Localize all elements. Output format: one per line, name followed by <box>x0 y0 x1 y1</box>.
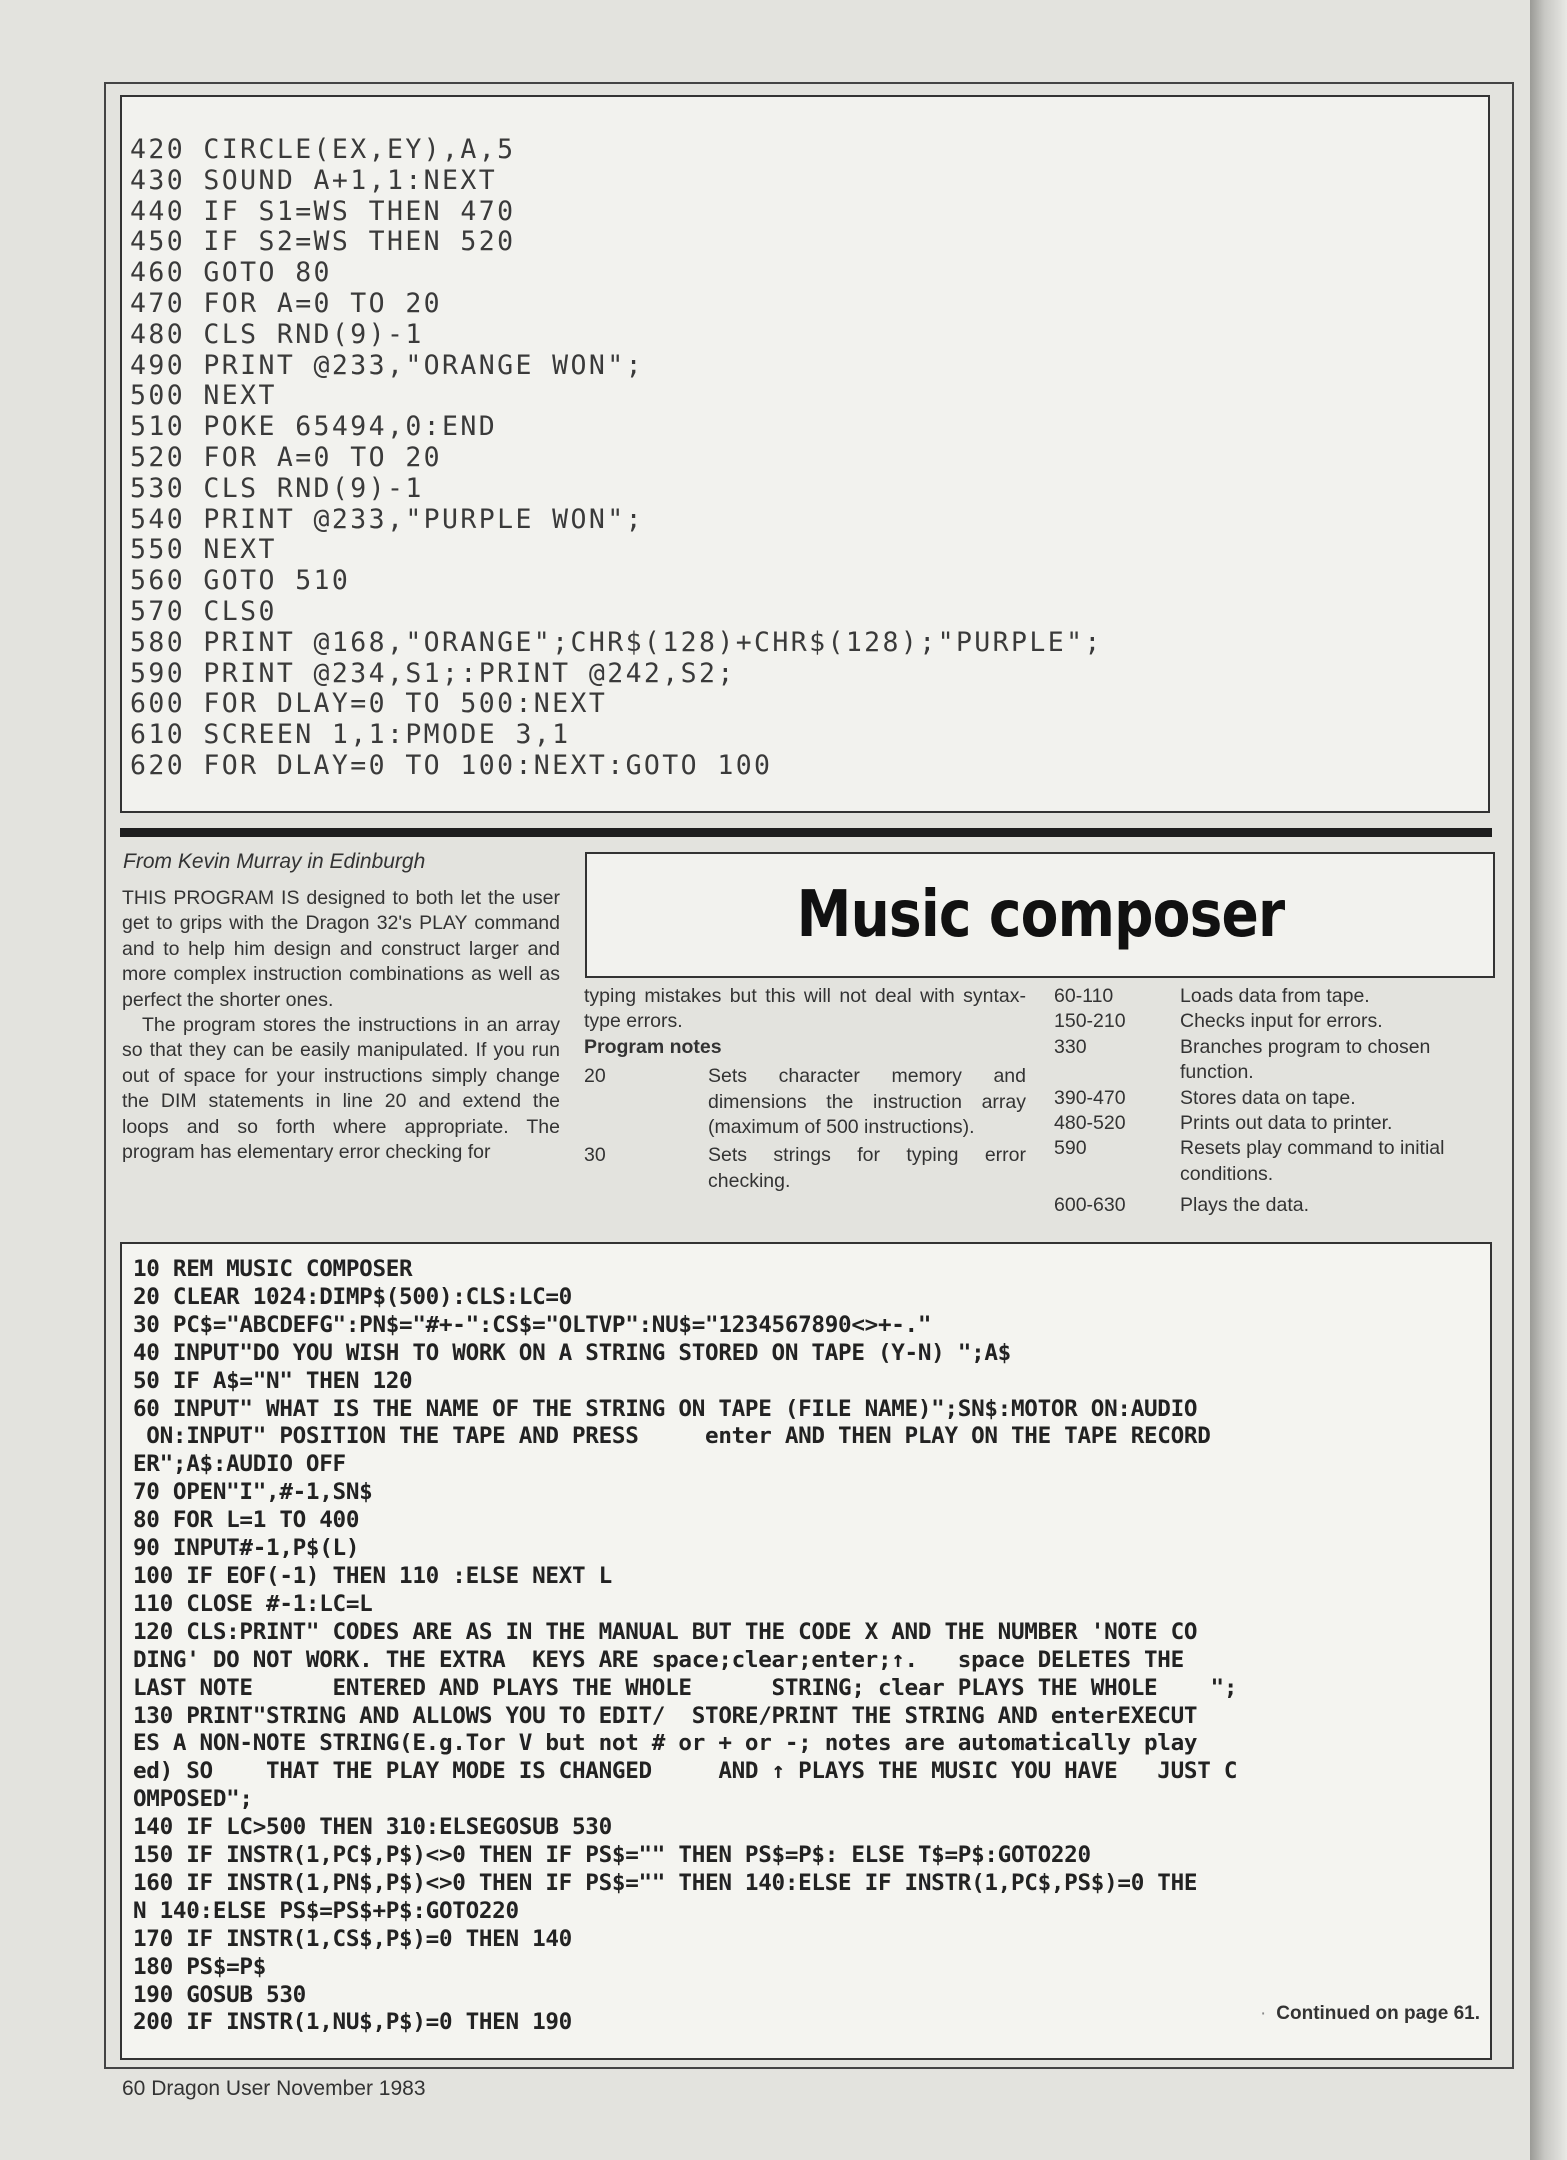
note-line-number: 600-630 <box>1054 1194 1126 1217</box>
note-line-number: 390-470 <box>1054 1086 1126 1109</box>
code-line: 50 IF A$="N" THEN 120 <box>133 1367 413 1394</box>
code-line: 450 IF S2=WS THEN 520 <box>130 226 516 258</box>
code-line: 140 IF LC>500 THEN 310:ELSEGOSUB 530 <box>133 1814 612 1841</box>
continued-text: Continued on page 61. <box>1276 2003 1480 2024</box>
note-line-number: 60-110 <box>1054 985 1114 1007</box>
code-line: 190 GOSUB 530 <box>133 1981 306 2008</box>
code-line: 180 PS$=P$ <box>133 1953 267 1980</box>
code-line: LAST NOTE ENTERED AND PLAYS THE WHOLE STRING; clear PLAYS THE WHOLE "; <box>133 1674 1238 1701</box>
code-line: 540 PRINT @233,"PURPLE WON"; <box>130 503 644 535</box>
code-line: 590 PRINT @234,S1;:PRINT @242,S2; <box>130 657 736 689</box>
body-column-1 <box>122 886 560 1165</box>
code-line: 30 PC$="ABCDEFG":PN$="#+-":CS$="OLTVP":NU$="1234567890<>+-." <box>133 1311 932 1338</box>
program-note <box>1054 1193 1494 1218</box>
code-line: 480 CLS RND(9)-1 <box>130 318 424 350</box>
note-description: Plays the data. <box>1180 1194 1309 1217</box>
program-note <box>1054 1111 1494 1136</box>
code-line: ER";A$:AUDIO OFF <box>133 1451 346 1478</box>
code-line: 170 IF INSTR(1,CS$,P$)=0 THEN 140 <box>133 1925 572 1952</box>
program-note <box>584 1064 1026 1140</box>
code-line: 490 PRINT @233,"ORANGE WON"; <box>130 349 644 381</box>
program-note <box>1054 1136 1494 1187</box>
code-line: 160 IF INSTR(1,PN$,P$)<>0 THEN IF PS$="" THEN 140:ELSE IF INSTR(1,PC$,PS$)=0 THE <box>133 1869 1198 1896</box>
code-line: 500 NEXT <box>130 380 277 412</box>
program-note <box>1054 1009 1494 1034</box>
note-description: Prints out data to printer. <box>1180 1112 1393 1135</box>
listing-bottom <box>133 1256 1488 2037</box>
code-line: ES A NON-NOTE STRING(E.g.Tor V but not # or + or -; notes are automatically play <box>133 1730 1198 1757</box>
note-line-number: 150-210 <box>1054 1010 1126 1033</box>
program-notes-column <box>1054 984 1494 1219</box>
note-description: Stores data on tape. <box>1180 1086 1356 1109</box>
code-line: 560 GOTO 510 <box>130 565 351 597</box>
continued-note <box>1240 2003 1480 2025</box>
page-edge-shadow <box>1530 0 1567 2160</box>
code-line: 70 OPEN"I",#-1,SN$ <box>133 1479 373 1506</box>
program-note <box>1054 1086 1494 1111</box>
note-description: Checks input for errors. <box>1180 1010 1383 1033</box>
code-line: 470 FOR A=0 TO 20 <box>130 287 443 319</box>
code-line: 150 IF INSTR(1,PC$,P$)<>0 THEN IF PS$="" THEN PS$=P$: ELSE T$=P$:GOTO220 <box>133 1842 1091 1869</box>
code-line: 460 GOTO 80 <box>130 257 332 289</box>
body-paragraph: typing mistakes but this will not deal with syntax-type errors. <box>584 985 1026 1033</box>
code-line: 580 PRINT @168,"ORANGE";CHR$(128)+CHR$(128);"PURPLE"; <box>130 626 1103 658</box>
continued-mark: · <box>1259 2003 1267 2024</box>
code-line: 10 REM MUSIC COMPOSER <box>133 1256 413 1282</box>
code-line: 420 CIRCLE(EX,EY),A,5 <box>130 134 516 165</box>
code-line: 80 FOR L=1 TO 400 <box>133 1507 360 1534</box>
note-description: Resets play command to initial conditions. <box>1180 1137 1445 1185</box>
code-line: 610 SCREEN 1,1:PMODE 3,1 <box>130 719 571 751</box>
code-line: 550 NEXT <box>130 534 277 566</box>
code-line: 600 FOR DLAY=0 TO 500:NEXT <box>130 688 608 720</box>
byline: From Kevin Murray in Edinburgh <box>123 850 426 873</box>
code-line: 620 FOR DLAY=0 TO 100:NEXT:GOTO 100 <box>130 749 773 781</box>
code-line: 130 PRINT"STRING AND ALLOWS YOU TO EDIT/ STORE/PRINT THE STRING AND enterEXECUT <box>133 1702 1198 1729</box>
note-description: Branches program to chosen function. <box>1180 1035 1431 1084</box>
note-description: Sets character memory and dimensions the instruction array (maximum of 500 instructions). <box>708 1065 1026 1139</box>
note-line-number: 20 <box>584 1065 606 1088</box>
note-description: Sets strings for typing error checking. <box>708 1144 1026 1192</box>
code-line: ed) SO THAT THE PLAY MODE IS CHANGED AND ↑ PLAYS THE MUSIC YOU HAVE JUST C <box>133 1758 1238 1785</box>
code-line: 110 CLOSE #-1:LC=L <box>133 1590 373 1617</box>
body-paragraph: THIS PROGRAM IS designed to both let the user get to grips with the Dragon 32's PLAY command and to help him design and construct larger and more complex instruction combinations as well as perfect the shorter ones. <box>122 887 560 1011</box>
code-line: 430 SOUND A+1,1:NEXT <box>130 164 498 196</box>
code-line: 90 INPUT#-1,P$(L) <box>133 1535 360 1562</box>
code-line: 570 CLS0 <box>130 595 277 627</box>
section-rule <box>120 828 1492 837</box>
note-line-number: 480-520 <box>1054 1112 1126 1135</box>
code-line: 520 FOR A=0 TO 20 <box>130 441 443 473</box>
code-line: 120 CLS:PRINT" CODES ARE AS IN THE MANUAL BUT THE CODE X AND THE NUMBER 'NOTE CO <box>133 1618 1198 1645</box>
code-line: 510 POKE 65494,0:END <box>130 411 498 443</box>
program-note <box>584 1143 1026 1194</box>
note-line-number: 30 <box>584 1144 606 1167</box>
code-line: 100 IF EOF(-1) THEN 110 :ELSE NEXT L <box>133 1562 612 1589</box>
code-line: 60 INPUT" WHAT IS THE NAME OF THE STRING ON TAPE (FILE NAME)";SN$:MOTOR ON:AUDIO <box>133 1395 1198 1422</box>
note-line-number: 330 <box>1054 1035 1087 1058</box>
code-line: 40 INPUT"DO YOU WISH TO WORK ON A STRING STORED ON TAPE (Y-N) ";A$ <box>133 1339 1011 1366</box>
body-paragraph: The program stores the instructions in an array so that they can be easily manipulated. If you run out of space for your instructions simply change the DIM statements in line 20 and extend the loops and so forth where appropriate. The program has elementary error checking for <box>122 1014 560 1164</box>
program-notes-heading: Program notes <box>584 1035 722 1058</box>
code-line: OMPOSED"; <box>133 1786 253 1813</box>
body-column-2 <box>584 984 1026 1194</box>
program-note <box>1054 984 1494 1009</box>
code-line: N 140:ELSE PS$=PS$+P$:GOTO220 <box>133 1897 519 1924</box>
page-footer: 60 Dragon User November 1983 <box>122 2077 426 2100</box>
program-note <box>1054 1035 1494 1086</box>
code-line: ON:INPUT" POSITION THE TAPE AND PRESS enter AND THEN PLAY ON THE TAPE RECORD <box>133 1423 1211 1450</box>
code-line: 530 CLS RND(9)-1 <box>130 472 424 504</box>
note-description: Loads data from tape. <box>1180 985 1370 1007</box>
title-box <box>585 852 1495 978</box>
listing-top <box>130 135 1103 782</box>
article-title: Music composer <box>796 878 1284 952</box>
code-line: 200 IF INSTR(1,NU$,P$)=0 THEN 190 <box>133 2009 572 2036</box>
code-line: 20 CLEAR 1024:DIMP$(500):CLS:LC=0 <box>133 1283 572 1310</box>
code-line: DING' DO NOT WORK. THE EXTRA KEYS ARE space;clear;enter;↑. space DELETES THE <box>133 1646 1184 1673</box>
note-line-number: 590 <box>1054 1137 1087 1160</box>
code-line: 440 IF S1=WS THEN 470 <box>130 195 516 227</box>
